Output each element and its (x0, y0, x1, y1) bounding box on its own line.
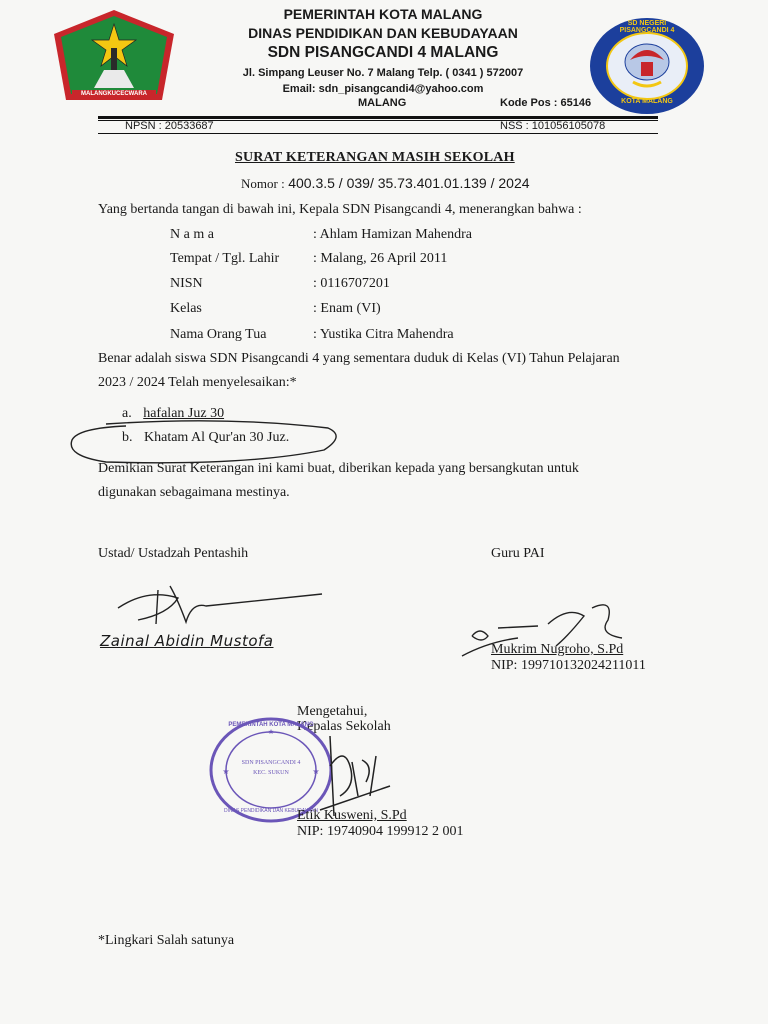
svg-text:★: ★ (267, 729, 275, 736)
intro-text: Yang bertanda tangan di bawah ini, Kepala SDN Pisangcandi 4, menerangkan bahwa : (98, 202, 582, 217)
head-nip: NIP: 19740904 199912 2 001 (297, 824, 464, 839)
header-dept: DINAS PENDIDIKAN DAN KEBUDAYAAN (248, 25, 518, 41)
svg-text:★: ★ (312, 767, 320, 776)
left-signer-title: Ustad/ Ustadzah Pentashih (98, 546, 249, 561)
left-handwritten-name: Zainal Abidin Mustofa (100, 632, 274, 650)
header-gov: PEMERINTAH KOTA MALANG (283, 6, 483, 22)
field-value-parent: : Yustika Citra Mahendra (313, 327, 454, 342)
right-signer-title: Guru PAI (491, 546, 545, 561)
npsn: NPSN : 20533687 (125, 120, 214, 132)
nss: NSS : 101056105078 (500, 120, 606, 132)
field-value-birth: : Malang, 26 April 2011 (313, 251, 448, 266)
header-email: Email: sdn_pisangcandi4@yahoo.com (282, 83, 484, 95)
field-value-name: : Ahlam Hamizan Mahendra (313, 227, 473, 242)
statement-line2: 2023 / 2024 Telah menyelesaikan:* (98, 375, 297, 390)
option-b-text: Khatam Al Qur'an 30 Juz. (144, 430, 290, 445)
field-label-parent: Nama Orang Tua (170, 327, 267, 342)
header-address: Jl. Simpang Leuser No. 7 Malang Telp. ( 0341 ) 572007 (242, 67, 524, 79)
field-value-class: : Enam (VI) (313, 301, 381, 316)
header-school: SDN PISANGCANDI 4 MALANG (267, 44, 499, 61)
head-name: Etik Kusweni, S.Pd (297, 808, 407, 823)
field-label-nisn: NISN (170, 276, 203, 291)
header-rule-bottom (98, 133, 658, 134)
field-label-birth: Tempat / Tgl. Lahir (170, 251, 280, 266)
letter-number (241, 175, 530, 193)
field-label-name: N a m a (170, 227, 214, 242)
right-signer-nip: NIP: 199710132024211011 (491, 658, 646, 673)
option-b-marker: b. (122, 430, 133, 445)
number-value: 400.3.5 / 039/ 35.73.401.01.139 / 2024 (288, 175, 530, 191)
emblem-bottom-text: KOTA MALANG (621, 98, 673, 105)
head-label2: Kepalas Sekolah (297, 719, 391, 734)
header-city: MALANG (358, 97, 407, 109)
option-a-marker: a. (122, 406, 132, 421)
footnote: *Lingkari Salah satunya (98, 933, 235, 948)
right-signer-name: Mukrim Nugroho, S.Pd (491, 642, 624, 657)
svg-text:★: ★ (222, 767, 230, 776)
field-value-nisn: : 0116707201 (313, 276, 390, 291)
emblem-top-text: SD NEGERI PISANGCANDI 4 (619, 20, 675, 34)
stamp-inner1: SDN PISANGCANDI 4 (241, 760, 301, 766)
letter-title: SURAT KETERANGAN MASIH SEKOLAH (235, 150, 515, 165)
field-label-class: Kelas (170, 301, 202, 316)
left-signature (108, 578, 328, 630)
header-postcode: Kode Pos : 65146 (500, 97, 592, 109)
stamp-inner2: KEC. SUKUN (253, 770, 289, 776)
closing-line2: digunakan sebagaimana mestinya. (98, 485, 290, 500)
city-logo-text: MALANGKUCECWARA (81, 91, 147, 97)
stamp-bottom-text: DINAS PENDIDIKAN DAN KEBUDAYAAN (223, 808, 318, 814)
head-label1: Mengetahui, (297, 704, 368, 719)
header-rule-thick (98, 116, 658, 119)
statement-line1: Benar adalah siswa SDN Pisangcandi 4 yang sementara duduk di Kelas (VI) Tahun Pelajaran (98, 351, 620, 366)
closing-line1: Demikian Surat Keterangan ini kami buat, diberikan kepada yang bersangkutan untuk (98, 461, 579, 476)
number-label: Nomor : (241, 176, 285, 191)
stamp-outer-text: PEMERINTAH KOTA MALANG (228, 722, 314, 728)
option-a-text: hafalan Juz 30 (143, 406, 225, 421)
